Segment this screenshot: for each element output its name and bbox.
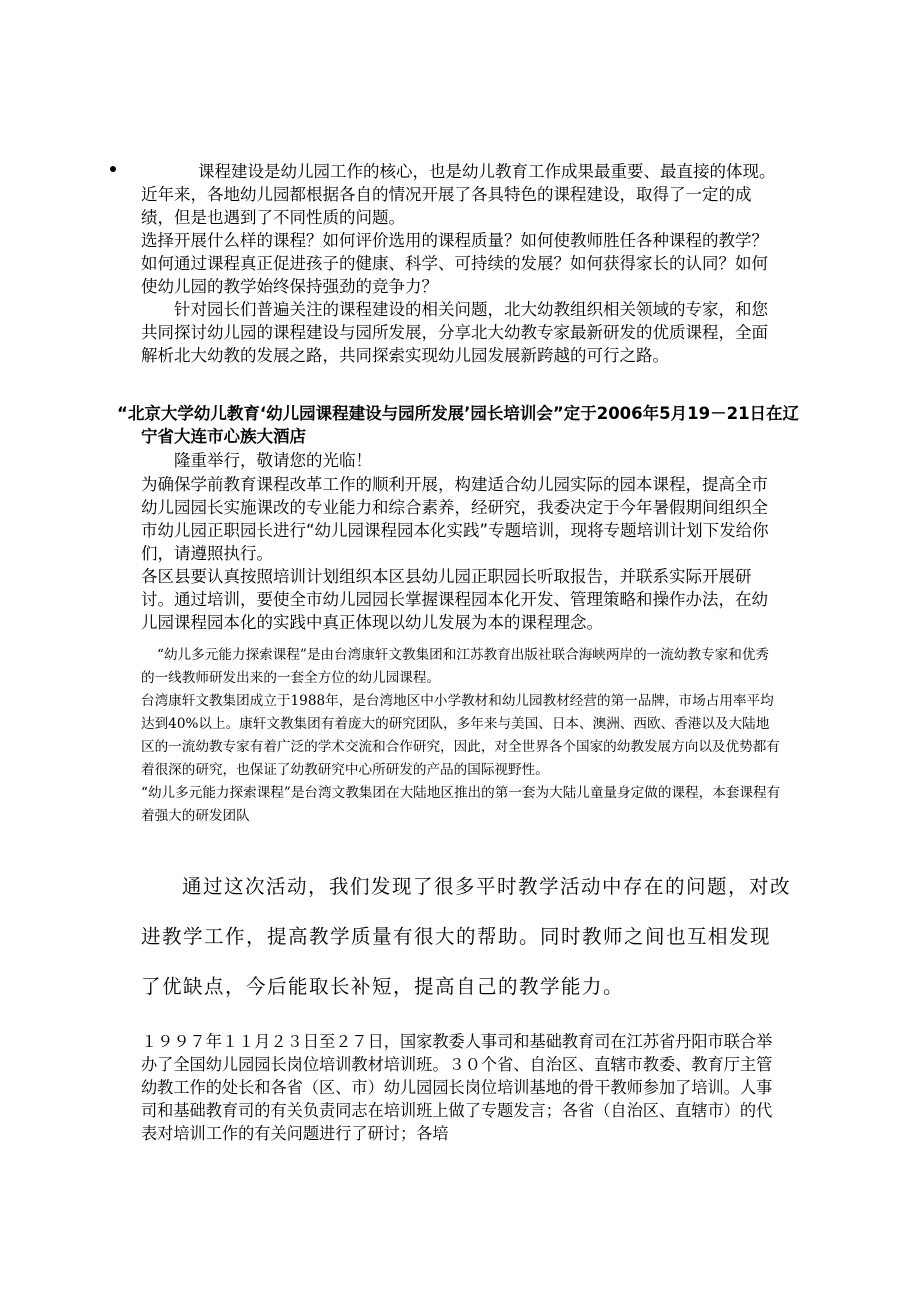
notice-paragraph-1: 为确保学前教育课程改革工作的顺利开展，构建适合幼儿园实际的园本课程，提高全市幼儿园园长实施课改的专业能力和综合素养，经研究，我委决定于今年暑假期间组织全市幼儿园正职园长进行“幼儿园课程园本化实践”专题培训，现将专题培训计划下发给你们，请遵照执行。 <box>141 475 769 563</box>
intro-section <box>141 160 783 367</box>
curriculum-paragraph-3: “幼儿多元能力探索课程”是台湾文教集团在大陆地区推出的第一套为大陆儿童量身定做的课程，本套课程有着强大的研发团队 <box>141 785 781 824</box>
curriculum-paragraph-2: 台湾康轩文教集团成立于1988年，是台湾地区中小学教材和幼儿园教材经营的第一品牌，市场占用率平均达到40%以上。康轩文教集团有着庞大的研究团队，多年来与美国、日本、澳洲、西欧、香港以及大陆地区的一流幼教专家有着广泛的学术交流和合作研究，因此，对全世界各个国家的幼教发展方向以及优势都有着很深的研究，也保证了幼教研究中心所研发的产品的国际视野性。 <box>141 693 780 778</box>
training-heading: “北京大学幼儿教育‘幼儿园课程建设与园所发展’园长培训会”定于2006年5月19－21日在辽宁省大连市心族大酒店 <box>117 404 800 446</box>
intro-paragraph-2: 选择开展什么样的课程？如何评价选用的课程质量？如何使教师胜任各种课程的教学？如何通过课程真正促进孩子的健康、科学、可持续的发展？如何获得家长的认同？如何使幼儿园的教学始终保持强劲的竞争力？ <box>141 231 768 296</box>
history-paragraph: １９９７年１１月２３日至２７日，国家教委人事司和基础教育司在江苏省丹阳市联合举办了全国幼儿园园长岗位培训教材培训班。３０个省、自治区、直辖市教委、教育厅主管幼教工作的处长和各省（区、市）幼儿园园长岗位培训基地的骨干教师参加了培训。人事司和基础教育司的有关负责同志在培训班上做了专题发言；各省（自治区、直辖市）的代表对培训工作的有关问题进行了研讨；各培 <box>141 1032 773 1143</box>
curriculum-section <box>141 644 781 828</box>
history-section <box>141 1030 781 1180</box>
reflection-section <box>141 862 791 1012</box>
intro-paragraph-3: 针对园长们普遍关注的课程建设的相关问题，北大幼教组织相关领域的专家，和您共同探讨幼儿园的课程建设与园所发展，分享北大幼教专家最新研发的优质课程，全面解析北大幼教的发展之路，共同探索实现幼儿园发展新跨越的可行之路。 <box>141 300 768 365</box>
intro-paragraph-1: 课程建设是幼儿园工作的核心，也是幼儿教育工作成果最重要、最直接的体现。近年来，各地幼儿园都根据各自的情况开展了各具特色的课程建设，取得了一定的成绩，但是也遇到了不同性质的问题。 <box>141 162 776 227</box>
curriculum-paragraph-1: “幼儿多元能力探索课程”是由台湾康轩文教集团和江苏教育出版社联合海峡两岸的一流幼教专家和优秀的一线教师研发出来的一套全方位的幼儿园课程。 <box>141 647 770 686</box>
notice-section <box>141 473 783 634</box>
invite-line: 隆重举行，敬请您的光临！ <box>174 451 372 470</box>
notice-paragraph-2: 各区县要认真按照培训计划组织本区县幼儿园正职园长听取报告，并联系实际开展研讨。通过培训，要使全市幼儿园园长掌握课程园本化开发、管理策略和操作办法，在幼儿园课程园本化的实践中真正体现以幼儿发展为本的课程理念。 <box>141 567 768 632</box>
list-bullet <box>110 166 116 172</box>
reflection-paragraph: 通过这次活动，我们发现了很多平时教学活动中存在的问题，对改进教学工作，提高教学质量有很大的帮助。同时教师之间也互相发现了优缺点，今后能取长补短，提高自己的教学能力。 <box>141 875 792 998</box>
